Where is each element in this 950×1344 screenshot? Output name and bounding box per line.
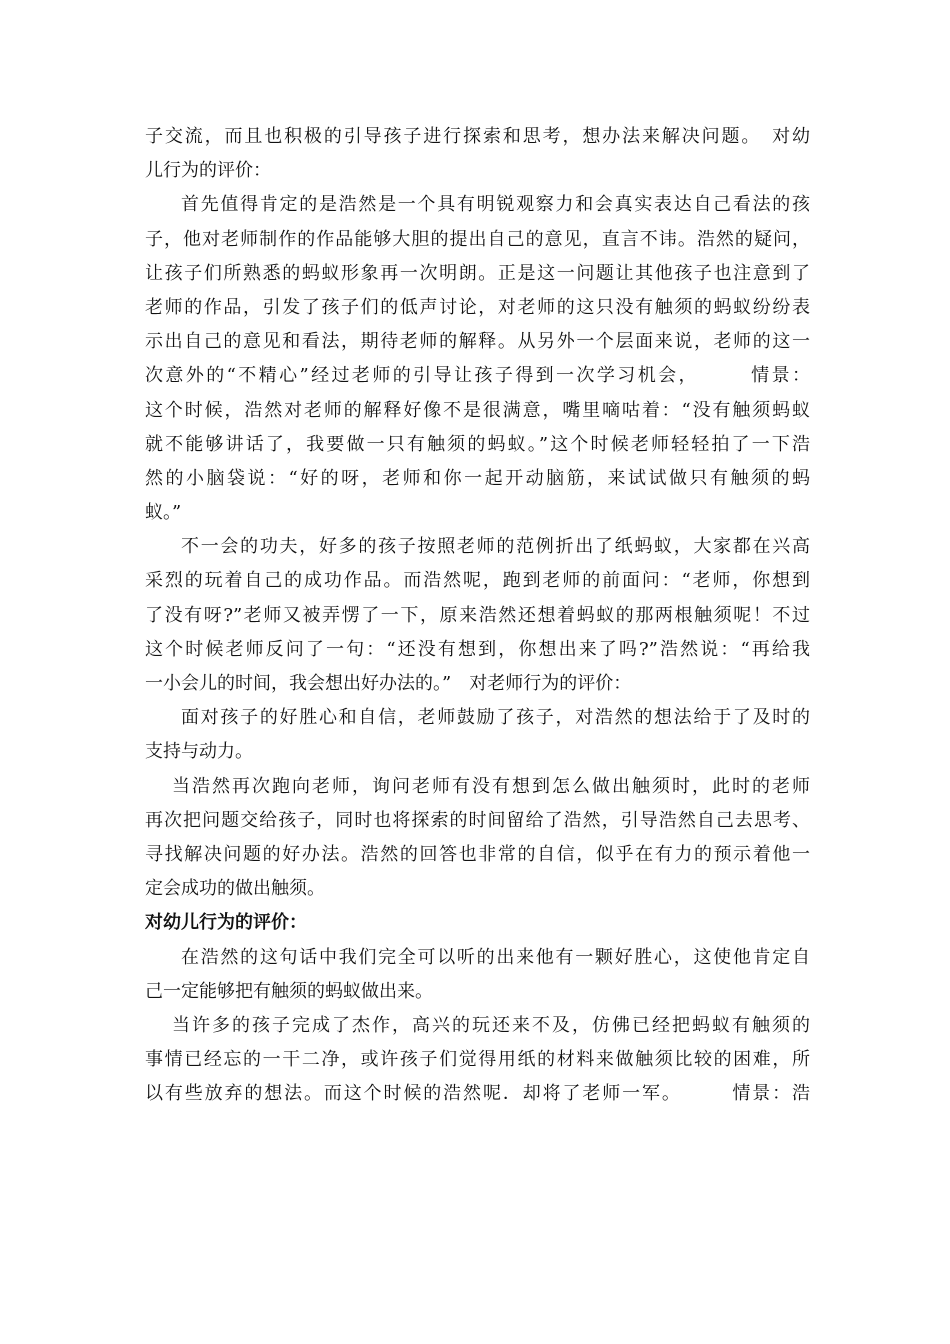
text-line: 蚁。” [145, 502, 182, 524]
text-line: 这个时候，浩然对老师的解释好像不是很满意，嘴里嘀咕着：“没有触须蚂蚁 [145, 399, 810, 421]
text-line: 当浩然再次跑向老师，询问老师有没有想到怎么做出触须时，此时的老师 [172, 775, 810, 797]
text-line: 一小会儿的时间，我会想出好办法的。” 对老师行为的评价： [145, 673, 632, 694]
text-line: 定会成功的做出触须。 [145, 878, 325, 900]
text-line: 面对孩子的好胜心和自信，老师鼓励了孩子，对浩然的想法给于了及时的 [181, 707, 810, 729]
text-line: 支持与动力。 [145, 741, 253, 763]
text-line: 不一会的功夫，好多的孩子按照老师的范例折出了纸蚂蚁，大家都在兴高 [181, 536, 810, 558]
text-line: 首先值得肯定的是浩然是一个具有明锐观察力和会真实表达自己看法的孩 [181, 194, 810, 216]
text-line: 示出自己的意见和看法，期待老师的解释。从另外一个层面来说，老师的这一 [145, 331, 810, 353]
text-line: 事情已经忘的一干二净，或许孩子们觉得用纸的材料来做触须比较的困难，所 [145, 1049, 810, 1071]
text-line: 次意外的“不精心”经过老师的引导让孩子得到一次学习机会， 情景： [145, 365, 810, 387]
text-line: 在浩然的这句话中我们完全可以听的出来他有一颗好胜心，这使他肯定自 [181, 946, 810, 968]
text-line: 儿行为的评价： [145, 160, 271, 182]
section-heading: 对幼儿行为的评价： [145, 912, 307, 934]
text-line: 然的小脑袋说：“好的呀，老师和你一起开动脑筋，来试试做只有触须的蚂 [145, 467, 810, 489]
text-line: 让孩子们所熟悉的蚂蚁形象再一次明朗。正是这一问题让其他孩子也注意到了 [145, 262, 810, 284]
text-line: 老师的作品，引发了孩子们的低声讨论，对老师的这只没有触须的蚂蚁纷纷表 [145, 296, 810, 318]
text-line: 以有些放弃的想法。而这个时候的浩然呢．却将了老师一军。 情景：浩 [145, 1083, 810, 1105]
text-line: 当许多的孩子完成了杰作，高兴的玩还来不及，仿佛已经把蚂蚁有触须的 [172, 1014, 810, 1036]
document-page [145, 120, 810, 1111]
text-line: 这个时候老师反问了一句：“还没有想到，你想出来了吗?”浩然说：“再给我 [145, 638, 810, 660]
text-line: 采烈的玩着自己的成功作品。而浩然呢，跑到老师的前面问：“老师，你想到 [145, 570, 810, 592]
text-line: 了没有呀?”老师又被弄愣了一下，原来浩然还想着蚂蚁的那两根触须呢！不过 [145, 604, 810, 626]
text-line: 就不能够讲话了，我要做一只有触须的蚂蚁。”这个时候老师轻轻拍了一下浩 [145, 433, 810, 455]
text-line: 再次把问题交给孩子，同时也将探索的时间留给了浩然，引导浩然自己去思考、 [145, 809, 810, 831]
text-line: 寻找解决问题的好办法。浩然的回答也非常的自信，似乎在有力的预示着他一 [145, 843, 810, 865]
text-line: 子，他对老师制作的作品能够大胆的提出自己的意见，直言不讳。浩然的疑问， [145, 228, 810, 250]
text-line: 子交流，而且也积极的引导孩子进行探索和思考，想办法来解决问题。 对幼 [145, 126, 810, 147]
text-line: 己一定能够把有触须的蚂蚁做出来。 [145, 980, 433, 1002]
